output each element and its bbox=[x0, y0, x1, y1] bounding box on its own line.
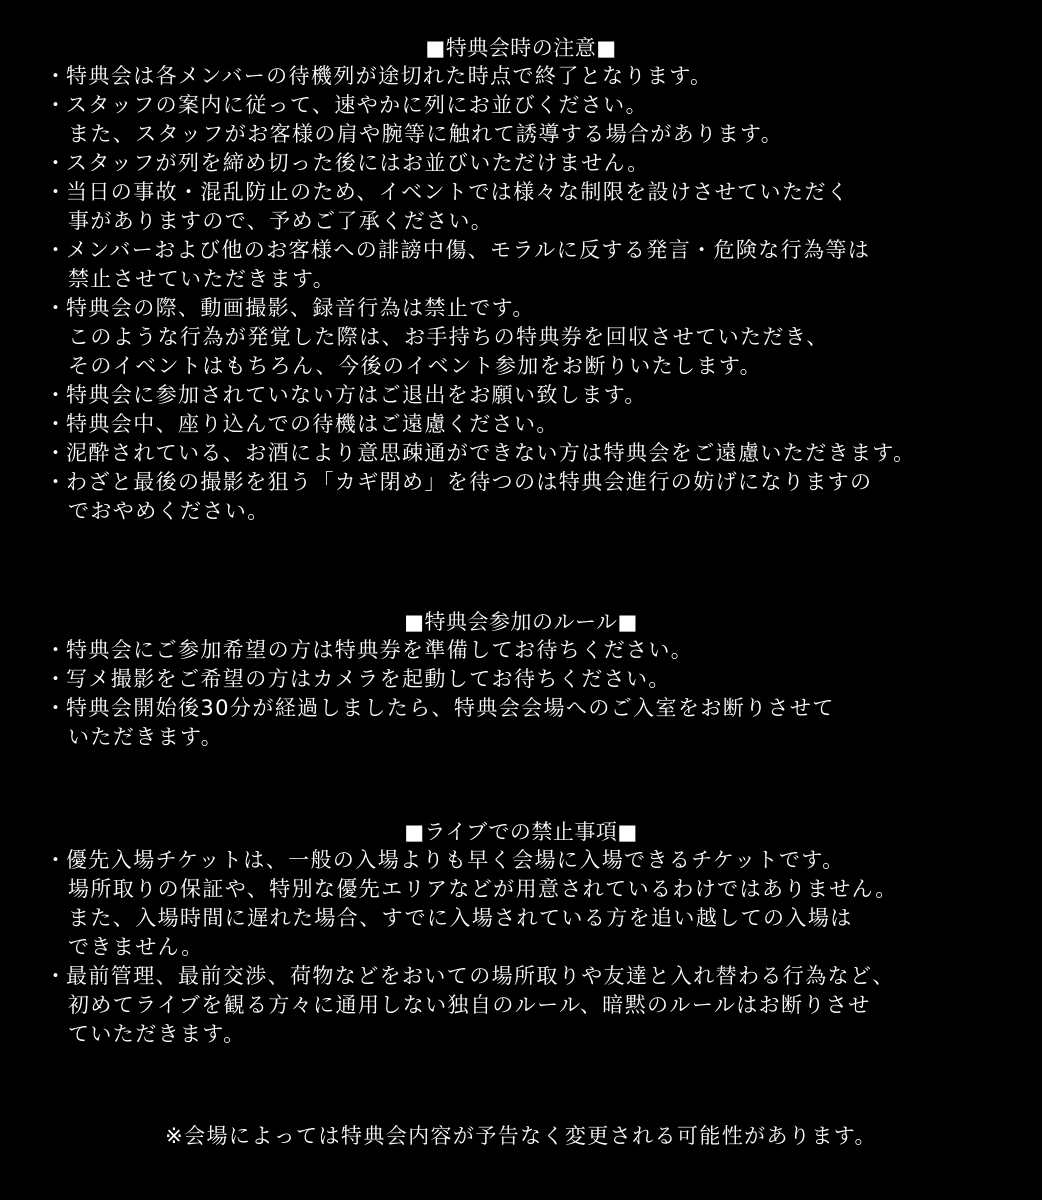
rule-item bbox=[0, 381, 1042, 410]
rule-item bbox=[0, 91, 1042, 149]
rule-text: 特典会に参加されていない方はご退出をお願い致します。 bbox=[66, 383, 647, 407]
bullet-marker: ・ bbox=[45, 667, 68, 691]
bullet-marker: ・ bbox=[45, 238, 68, 262]
rule-text: 写メ撮影をご希望の方はカメラを起動してお待ちください。 bbox=[66, 667, 671, 691]
rule-item bbox=[0, 962, 1042, 1049]
bullet-marker: ・ bbox=[45, 93, 68, 117]
rule-text-continuation: また、入場時間に遅れた場合、すでに入場されている方を追い越しての入場は bbox=[68, 906, 853, 930]
rule-text: スタッフの案内に従って、速やかに列にお並びください。 bbox=[66, 93, 648, 117]
rule-item bbox=[0, 178, 1042, 236]
rule-text-continuation: 初めてライブを観る方々に通用しない独自のルール、暗黙のルールはお断りさせ bbox=[68, 993, 871, 1017]
rule-item bbox=[0, 665, 1042, 694]
bullet-marker: ・ bbox=[45, 296, 68, 320]
bullet-marker: ・ bbox=[45, 412, 68, 436]
bullet-marker: ・ bbox=[45, 383, 68, 407]
rule-text-continuation: いただきます。 bbox=[68, 725, 224, 749]
rule-item bbox=[0, 236, 1042, 294]
rule-text: 特典会は各メンバーの待機列が途切れた時点で終了となります。 bbox=[66, 64, 713, 88]
rule-item bbox=[0, 846, 1042, 962]
rule-text: メンバーおよび他のお客様への誹謗中傷、モラルに反する発言・危険な行為等は bbox=[66, 238, 871, 262]
rule-item bbox=[0, 62, 1042, 91]
section-live-prohibitions bbox=[0, 818, 1042, 1049]
rule-text-continuation: 場所取りの保証や、特別な優先エリアなどが用意されているわけではありません。 bbox=[68, 877, 898, 901]
rule-list bbox=[0, 846, 1042, 1049]
footer-note: ※会場によっては特典会内容が予告なく変更される可能性があります。 bbox=[165, 1124, 877, 1148]
bullet-marker: ・ bbox=[45, 151, 68, 175]
rule-text: 特典会中、座り込んでの待機はご遠慮ください。 bbox=[66, 412, 559, 436]
rule-text: 優先入場チケットは、一般の入場よりも早く会場に入場できるチケットです。 bbox=[66, 848, 845, 872]
bullet-marker: ・ bbox=[45, 470, 68, 494]
rule-text-continuation: また、スタッフがお客様の肩や腕等に触れて誘導する場合があります。 bbox=[68, 122, 784, 146]
section-heading: ■特典会参加のルール■ bbox=[404, 610, 638, 634]
rule-text-continuation: 事がありますので、予めご了承ください。 bbox=[68, 209, 494, 233]
rule-item bbox=[0, 468, 1042, 526]
rule-text-continuation: でおやめください。 bbox=[68, 499, 270, 523]
bullet-marker: ・ bbox=[45, 848, 68, 872]
bullet-marker: ・ bbox=[45, 638, 68, 662]
bullet-marker: ・ bbox=[45, 964, 68, 988]
rule-item bbox=[0, 439, 1042, 468]
rule-text: 特典会の際、動画撮影、録音行為は禁止です。 bbox=[66, 296, 535, 320]
section-event-participation-rules bbox=[0, 608, 1042, 752]
rule-text: 最前管理、最前交渉、荷物などをおいての場所取りや友達と入れ替わる行為など、 bbox=[66, 964, 895, 988]
rule-item bbox=[0, 636, 1042, 665]
rule-text-continuation: ていただきます。 bbox=[68, 1022, 246, 1046]
section-heading: ■特典会時の注意■ bbox=[425, 36, 617, 60]
rule-text-continuation: このような行為が発覚した際は、お手持ちの特典券を回収させていただき、 bbox=[68, 325, 829, 349]
bullet-marker: ・ bbox=[45, 180, 68, 204]
rule-text-continuation: できません。 bbox=[68, 935, 204, 959]
rule-item bbox=[0, 149, 1042, 178]
rule-text: 当日の事故・混乱防止のため、イベントでは様々な制限を設けさせていただく bbox=[66, 180, 850, 204]
rule-text: 特典会にご参加希望の方は特典券を準備してお待ちください。 bbox=[66, 638, 694, 662]
rule-item bbox=[0, 694, 1042, 752]
rule-text: わざと最後の撮影を狙う「カギ閉め」を待つのは特典会進行の妨げになりますの bbox=[66, 470, 873, 494]
rule-list bbox=[0, 636, 1042, 752]
bullet-marker: ・ bbox=[45, 696, 68, 720]
bullet-marker: ・ bbox=[45, 64, 68, 88]
rule-text: スタッフが列を締め切った後にはお並びいただけません。 bbox=[66, 151, 650, 175]
rule-text: 特典会開始後30分が経過しましたら、特典会会場へのご入室をお断りさせて bbox=[66, 696, 835, 720]
section-heading: ■ライブでの禁止事項■ bbox=[404, 820, 638, 844]
rule-list bbox=[0, 62, 1042, 526]
section-event-precautions bbox=[0, 34, 1042, 526]
rule-text-continuation: 禁止させていただきます。 bbox=[68, 267, 336, 291]
rule-text-continuation: そのイベントはもちろん、今後のイベント参加をお断りいたします。 bbox=[68, 354, 762, 378]
rule-item bbox=[0, 410, 1042, 439]
bullet-marker: ・ bbox=[45, 441, 68, 465]
rule-text: 泥酔されている、お酒により意思疎通ができない方は特典会をご遠慮いただきます。 bbox=[66, 441, 916, 465]
rule-item bbox=[0, 294, 1042, 381]
